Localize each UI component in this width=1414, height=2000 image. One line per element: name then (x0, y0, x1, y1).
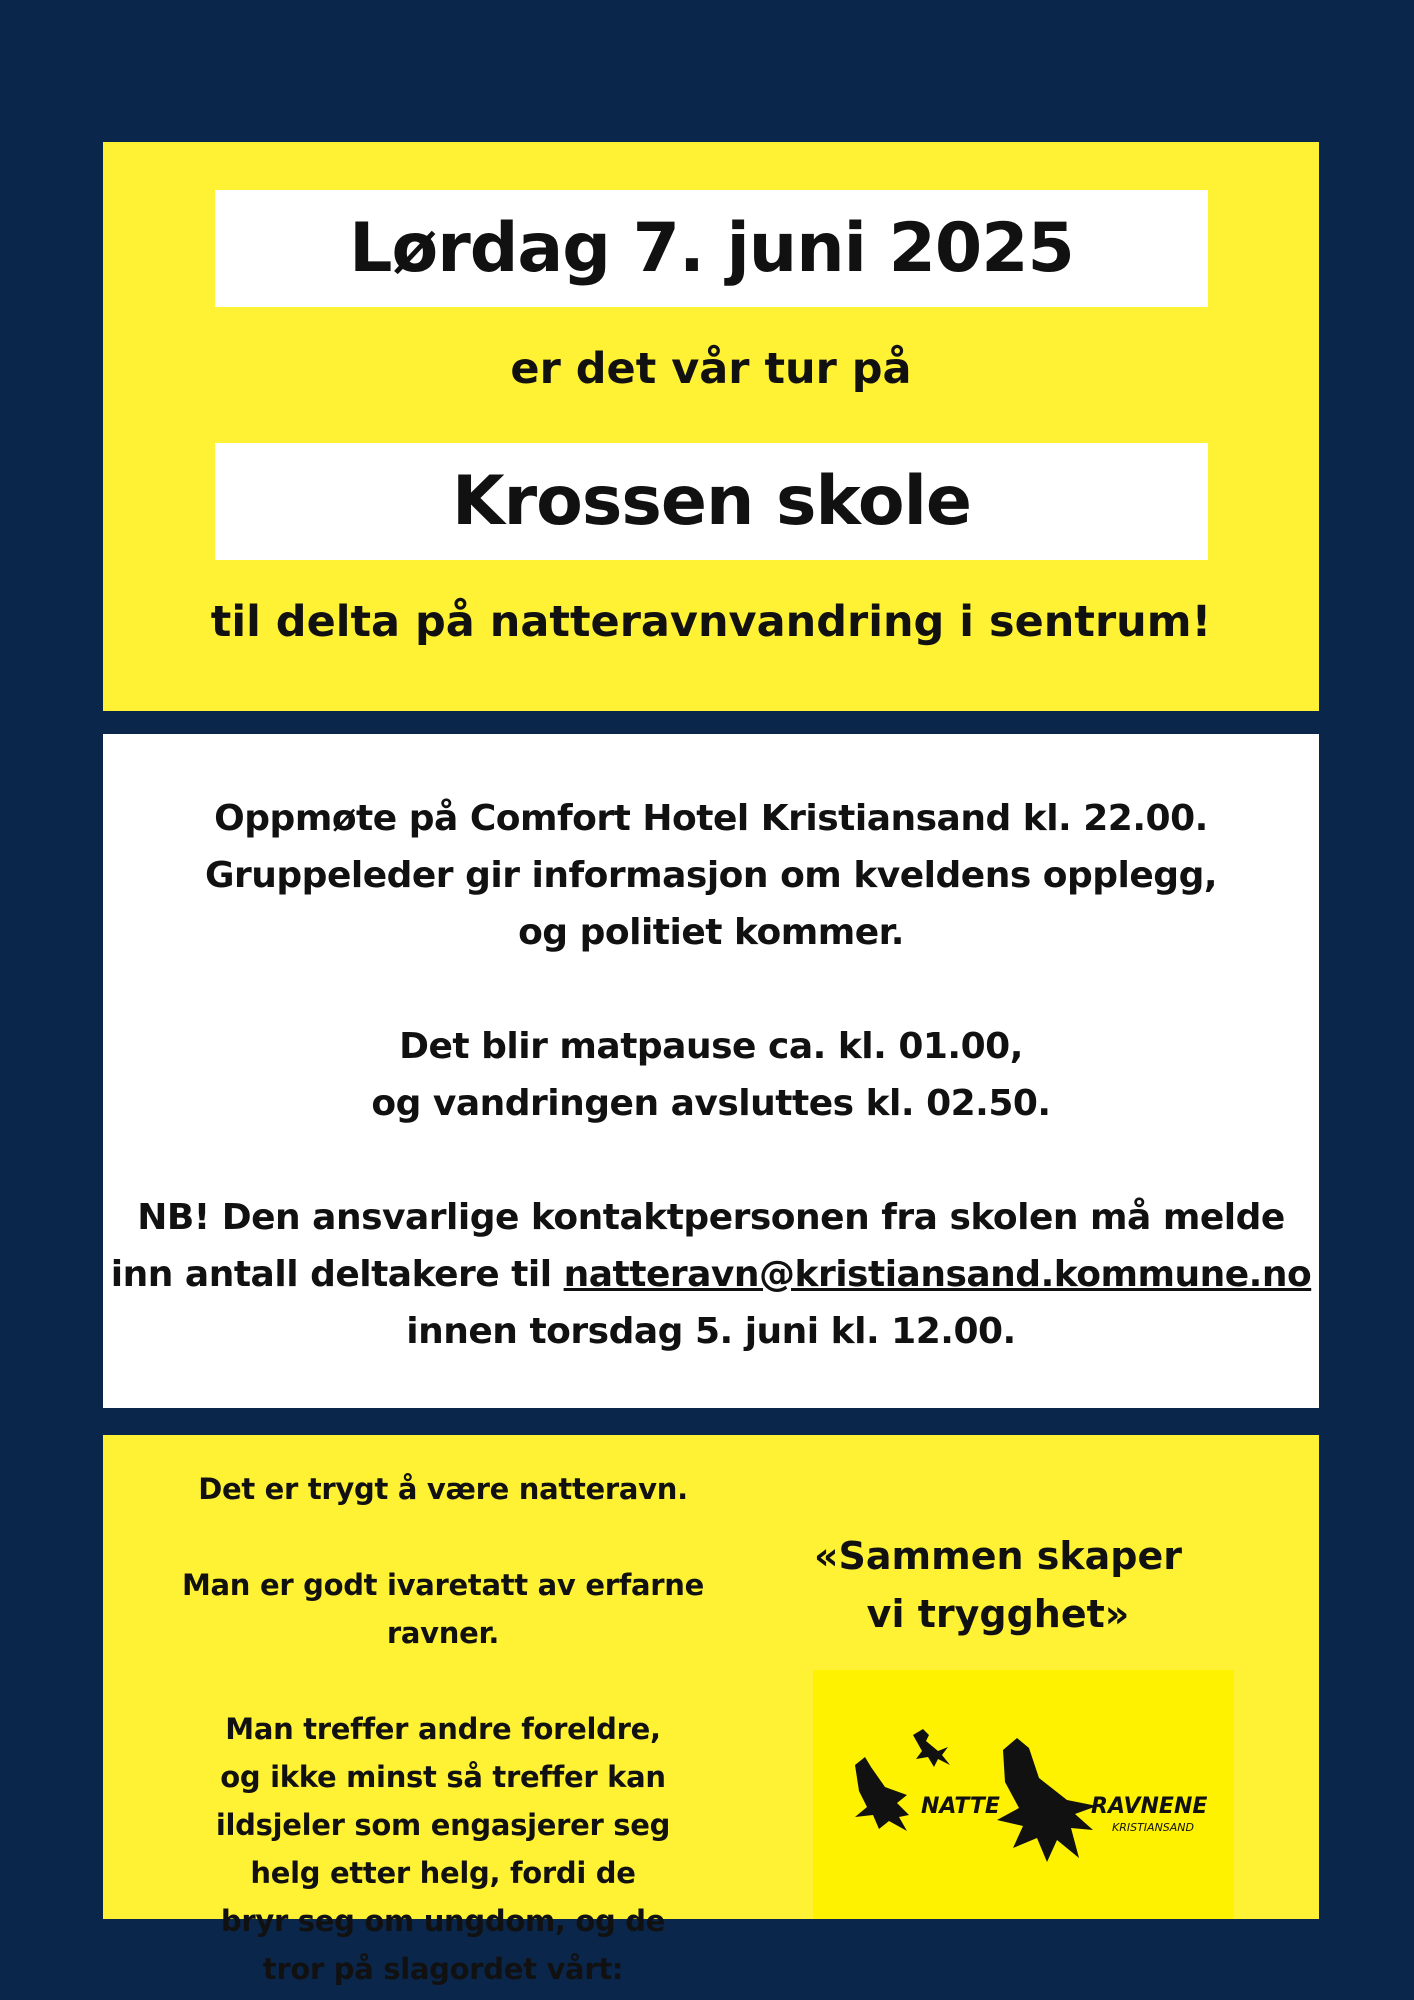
slogan: «Sammen skaper vi trygghet» (813, 1534, 1183, 1636)
event-date: Lørdag 7. juni 2025 (215, 190, 1208, 307)
info-line-email (103, 1246, 1319, 1303)
natteravnene-logo (813, 1670, 1234, 1919)
why-paragraph: Man treffer andre foreldre, og ikke minst så treffer kan ildsjeler som engasjerer seg helg etter helg, fordi de bryr seg om ungdom, og de tror på slagordet vårt: (215, 1712, 671, 1986)
logo-word2: RAVNENE (1091, 1794, 1208, 1819)
tagline: til delta på natteravnvandring i sentrum! (210, 597, 1212, 647)
logo-city: KRISTIANSAND (1112, 1821, 1195, 1834)
info-line: og politiet kommer. (518, 912, 904, 953)
info-line: Gruppeleder gir informasjon om kveldens opplegg, (204, 855, 1218, 896)
info-line: Oppmøte på Comfort Hotel Kristiansand kl. 22.00. (214, 798, 1208, 839)
info-line: Det blir matpause ca. kl. 01.00, (399, 1026, 1023, 1067)
why-paragraph: Det er trygt å være natteravn. (198, 1472, 688, 1506)
subtitle: er det vår tur på (510, 344, 912, 394)
logo-word1: NATTE (921, 1794, 1000, 1819)
info-line-prefix: inn antall deltakere til (110, 1254, 552, 1295)
info-line: NB! Den ansvarlige kontaktpersonen fra skolen må melde (137, 1197, 1285, 1238)
info-panel (103, 734, 1319, 1408)
header-panel (103, 142, 1319, 711)
why-paragraph: Man er godt ivaretatt av erfarne ravner. (181, 1568, 704, 1650)
school-name: Krossen skole (215, 443, 1208, 560)
info-text (103, 790, 1319, 1360)
info-line: og vandringen avsluttes kl. 02.50. (371, 1083, 1051, 1124)
info-line: innen torsdag 5. juni kl. 12.00. (406, 1311, 1016, 1352)
contact-email-link[interactable]: natteravn@kristiansand.kommune.no (563, 1254, 1312, 1295)
bottom-panel (103, 1435, 1319, 1986)
why-text (133, 1465, 753, 1993)
